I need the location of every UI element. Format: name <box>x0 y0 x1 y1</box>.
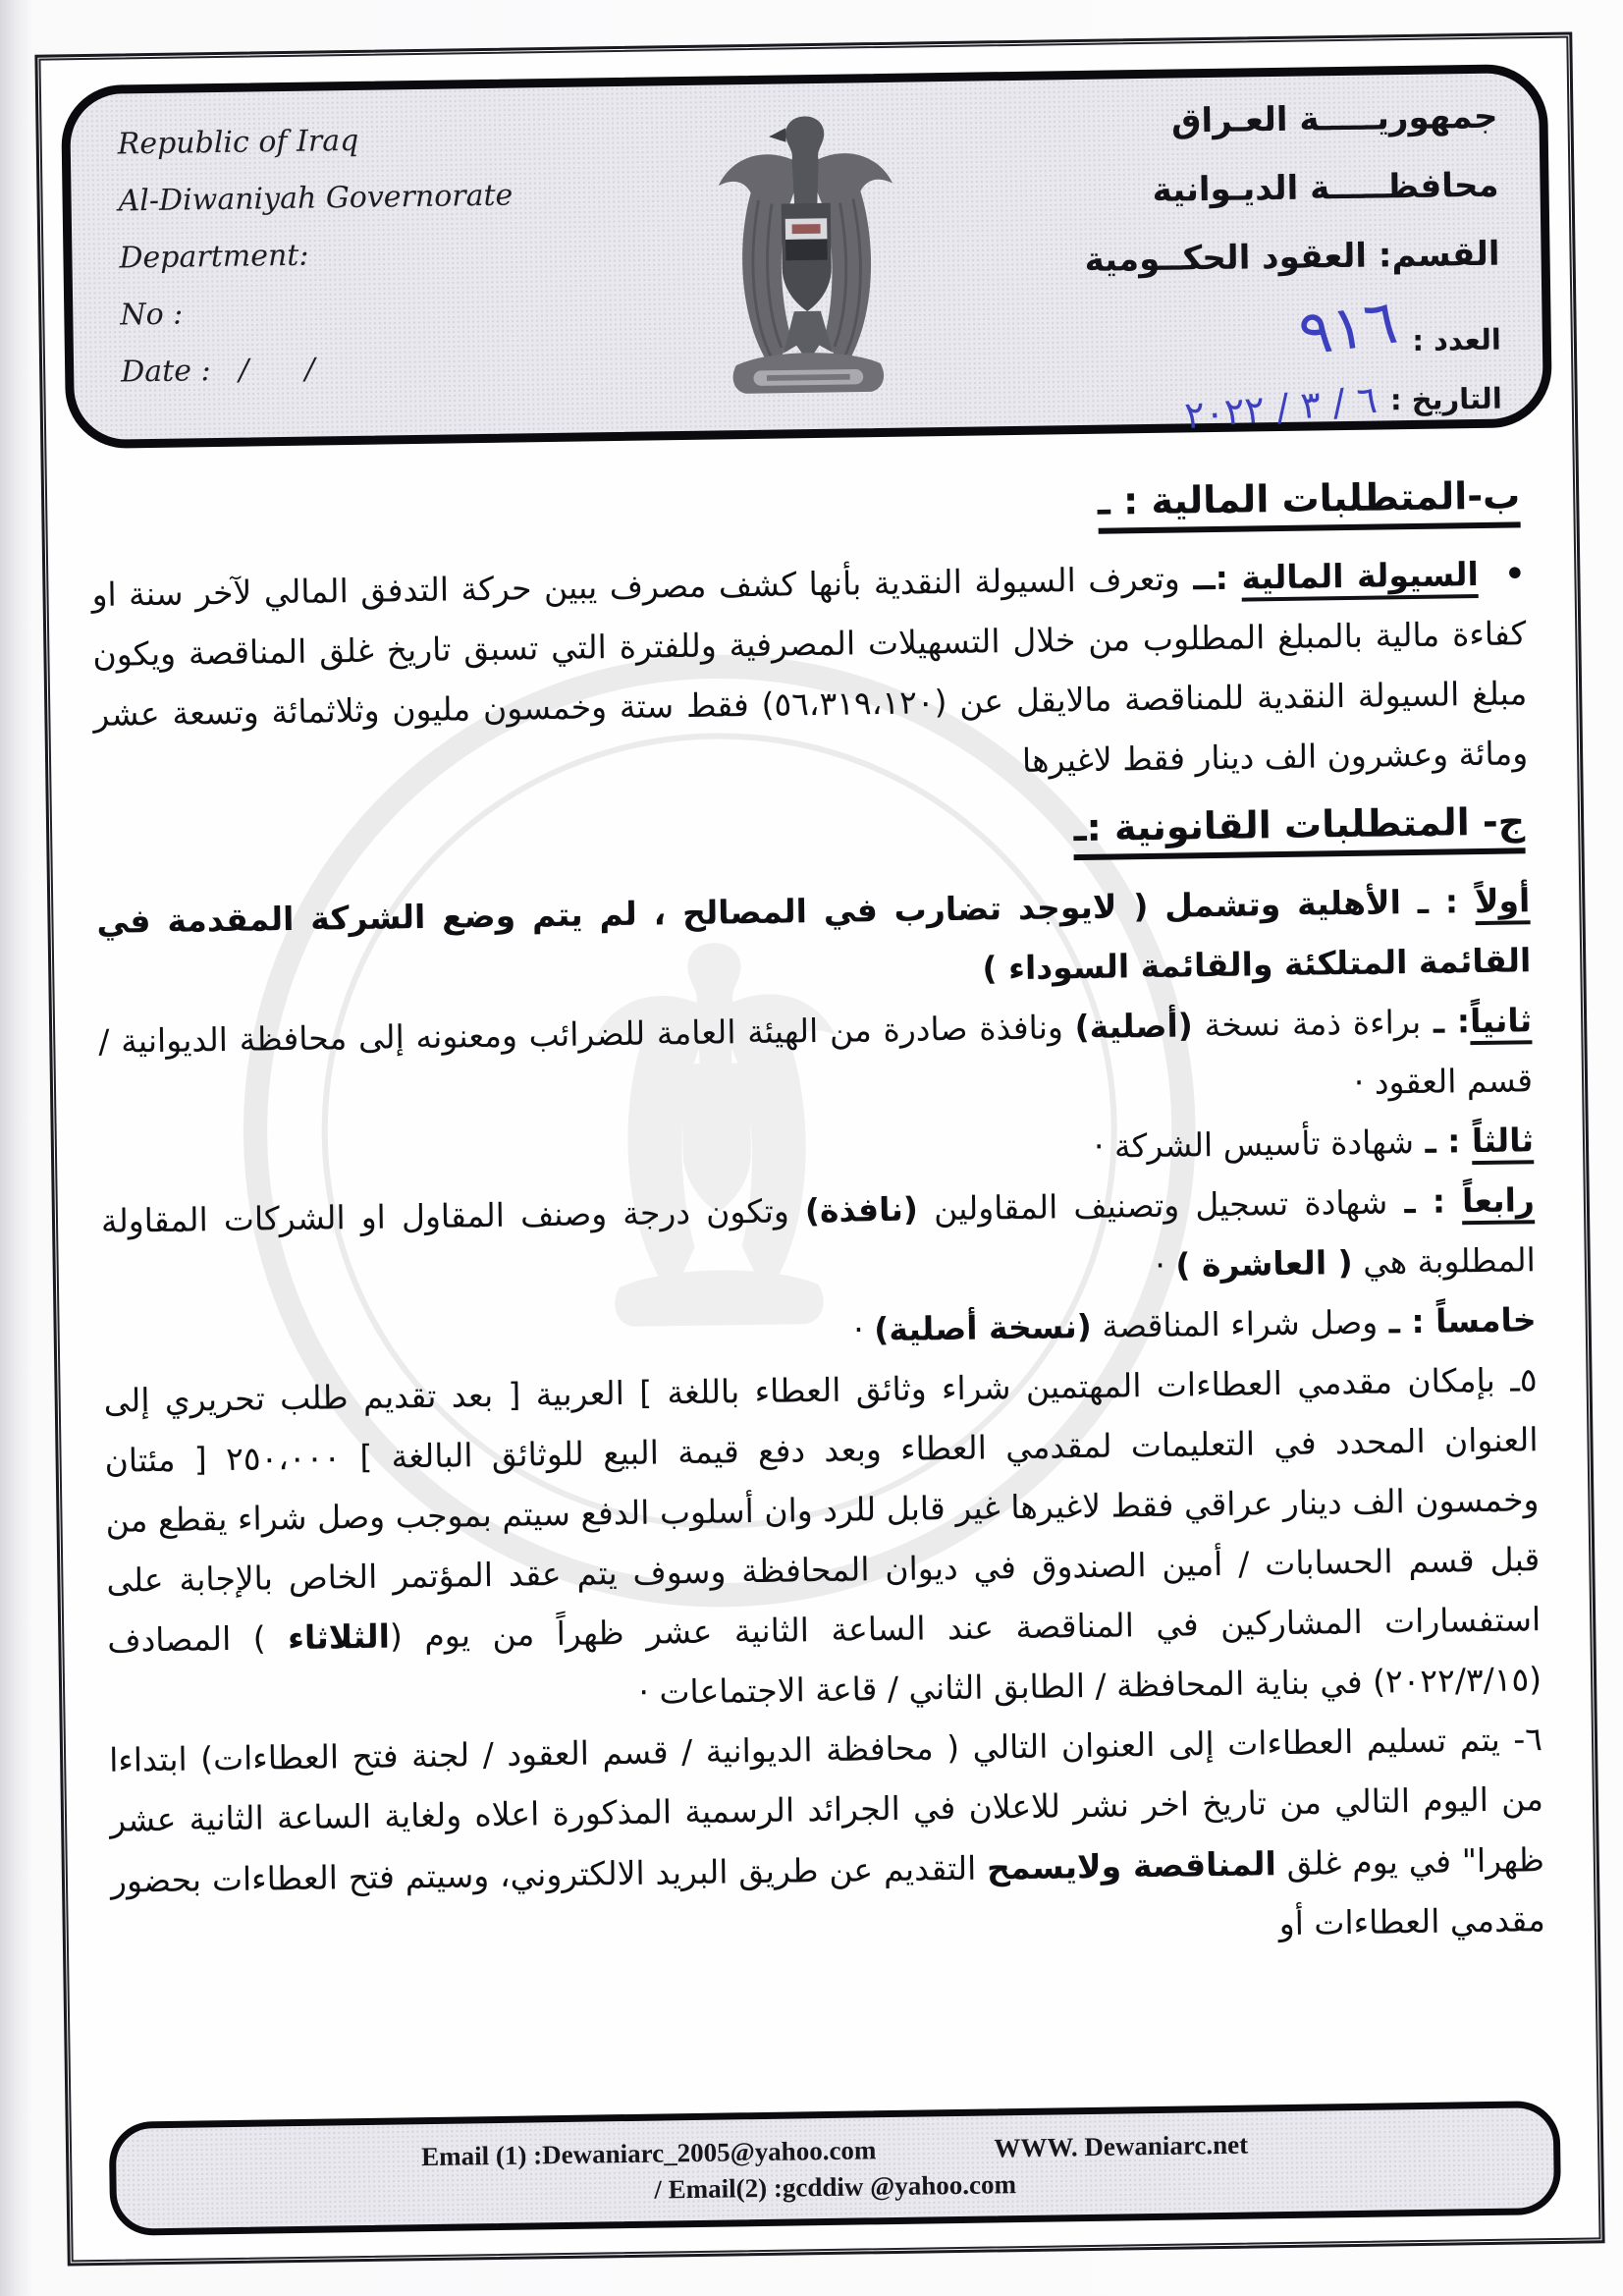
section-b-title: ب-المتطلبات المالية : ـ <box>90 461 1521 551</box>
document-sheet <box>34 32 1604 2267</box>
liquidity-lead: السيولة المالية <box>1241 555 1479 602</box>
paragraph-financial-liquidity: • السيولة المالية :ــ وتعرف السيولة النقدية بأنها كشف مصرف يبين حركة التدفق المالي لآخر سنة او كفاءة مالية بالمبلغ المطلوب من خلال التسهيلات المصرفية وللفترة التي تسبق تاريخ غلق المناقصة ويكون مبلغ السيولة النقدية للمناقصة مالايقل عن (٥٦،٣١٩،١٢٠) فقط ستة وخمسون مليون وثلاثمائة وتسعة عشر ومائة وعشرون الف دينار فقط لاغيرها <box>91 554 1529 781</box>
letterhead-arabic <box>1082 96 1502 438</box>
paragraph-fourth-requirement: رابعاً : ـ شهادة تسجيل وتصنيف المقاولين (نافذة) وتكون درجة وصنف المقاول او الشركات المقاولة المطلوبة هي ( العاشرة ) · <box>100 1180 1537 1285</box>
paragraph-fifth-requirement: خامساً : ـ وصل شراء المناقصة (نسخة أصلية) · <box>852 1300 1537 1349</box>
handwritten-date: ٦ / ٣ / ٢٠٢٢ <box>1182 377 1380 438</box>
number-label-en: No : <box>120 297 184 333</box>
letterhead-box <box>61 64 1552 449</box>
date-label-en: Date : / / <box>120 352 315 390</box>
department-ar: القسم: العقود الحكــومية <box>1084 234 1500 280</box>
date-label-ar: التاريخ : <box>1389 381 1502 417</box>
country-ar: جمهوريـــــة العـراق <box>1170 96 1498 141</box>
paragraph-second-requirement: ثانياً: ـ براءة ذمة نسخة (أصلية) ونافذة صادرة من الهيئة العامة للضرائب ومعنونه إلى محافظة الديوانية / قسم العقود · <box>98 1001 1534 1102</box>
inner-frame <box>38 36 1600 2263</box>
number-label-ar: العدد : <box>1412 322 1502 357</box>
footer-contact-box <box>109 2101 1562 2236</box>
document-date-row <box>1086 377 1502 438</box>
governorate-ar: محافظـــــة الديـوانية <box>1152 165 1499 210</box>
iraq-eagle-emblem <box>700 104 913 408</box>
footer-email-1: Email (1) :Dewaniarc_2005@yahoo.com <box>420 2135 877 2172</box>
footer-email-2: / Email(2) :gcddiw @yahoo.com <box>654 2169 1017 2205</box>
paragraph-first-requirement: أولاً : ـ الأهلية وتشمل ( لايوجد تضارب في المصالح ، لم يتم وضع الشركة المقدمة في القائمة المتلكئة والقائمة السوداء ) <box>96 881 1532 988</box>
bullet-icon: • <box>1504 554 1526 593</box>
footer-website: WWW. Dewaniarc.net <box>994 2129 1249 2163</box>
handwritten-document-number: ٩١٦ <box>1293 285 1401 370</box>
paragraph-item-5: ٥ـ بإمكان مقدمي العطاءات المهتمين شراء وثائق العطاء باللغة ] العربية [ بعد تقديم طلب تحريري إلى العنوان المحدد في التعليمات لمقدمي العطاء وبعد دفع قيمة البيع للوثائق البالغة ] ٢٥٠،٠٠٠ [ مئتان وخمسون الف دينار عراقي فقط لاغيرها غير قابل للرد وان أسلوب الدفع سيتم بموجب وصل شراء يقطع من قبل قسم الحسابات / أمين الصندوق في ديوان المحافظة وسوف يتم عقد المؤتمر الخاص بالإجابة على استفسارات المشاركين في المناقصة عند الساعة الثانية عشر ظهراً من يوم (الثلاثاء ) المصادف (٢٠٢٢/٣/١٥) في بناية المحافظة / الطابق الثاني / قاعة الاجتماعات · <box>103 1360 1542 1713</box>
document-body <box>46 427 1595 1972</box>
paragraph-item-6: ٦- يتم تسليم العطاءات إلى العنوان التالي ( محافظة الديوانية / قسم العقود / لجنة فتح العطاءات) ابتداءا من اليوم التالي من تاريخ اخر نشر للاعلان في الجرائد الرسمية المذكورة اعلاه ولغاية الساعة الثانية عشر ظهرا" في يوم غلق المناقصة ولايسمح التقديم عن طريق البريد الالكتروني، وسيتم فتح العطاءات بحضور مقدمي العطاءات أو <box>108 1720 1546 1942</box>
department-label-en: Department: <box>119 238 309 276</box>
governorate-en: Al-Diwaniyah Governorate <box>118 178 514 219</box>
section-c-title: ج- المتطلبات القانونية :ـ <box>95 788 1526 878</box>
letterhead-english <box>117 122 515 412</box>
paragraph-third-requirement: ثالثاً : ـ شهادة تأسيس الشركة · <box>1093 1121 1535 1166</box>
document-number-row <box>1085 285 1502 381</box>
country-en: Republic of Iraq <box>117 123 359 162</box>
